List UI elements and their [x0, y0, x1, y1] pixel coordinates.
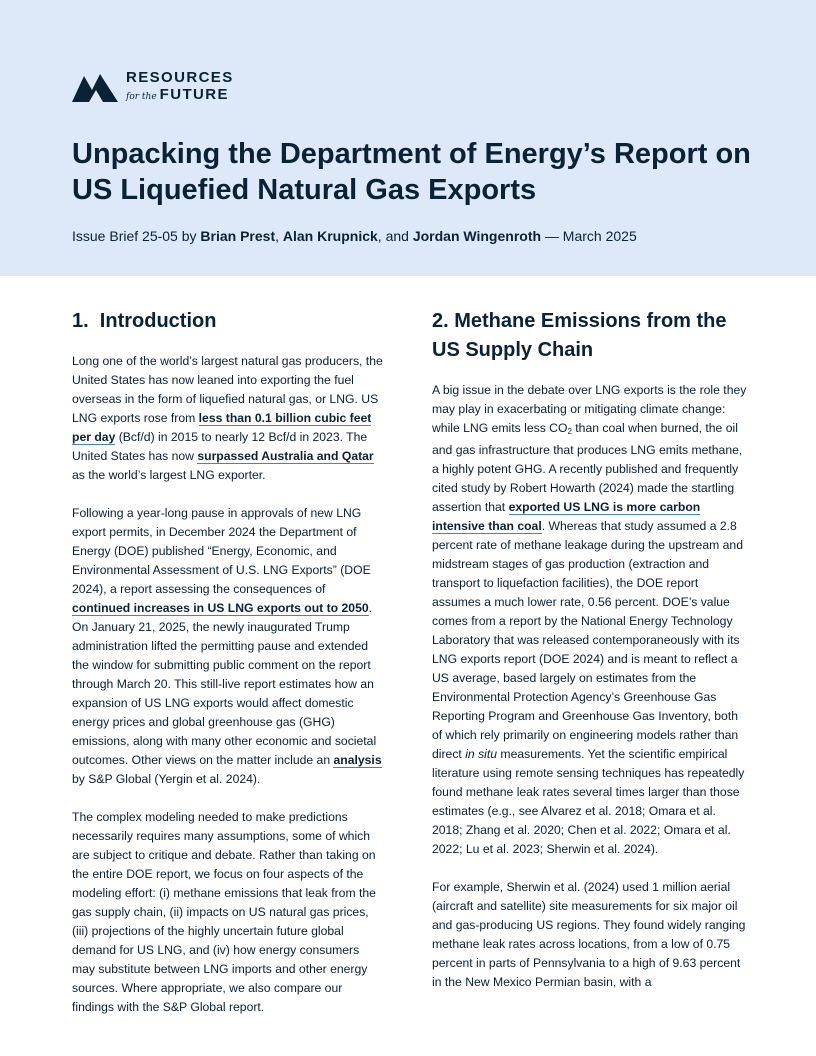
in-situ-emphasis: in situ	[465, 747, 498, 761]
link-continued-increases[interactable]: continued increases in US LNG exports out to 2050	[72, 601, 369, 615]
byline-sep-1: ,	[275, 228, 283, 244]
logo-line2-main: FUTURE	[159, 86, 229, 103]
text-run: by S&P Global (Yergin et al. 2024).	[72, 772, 261, 786]
author-2: Alan Krupnick	[282, 228, 378, 244]
byline-prefix: Issue Brief 25-05 by	[72, 228, 201, 244]
text-run: than coal when burned, the oil and gas infrastructure that produces LNG emits methane, a highly potent GHG. A recently published and frequently cited study by Robert Howarth (2024) made the startling assertion that	[432, 421, 743, 514]
section-2-paragraph-2: For example, Sherwin et al. (2024) used 1 million aerial (aircraft and satellite) site measurements for six major oil and gas-producing US regions. They found widely ranging methane leak rates across locations, from a low of 0.75 percent in parts of Pennsylvania to a high of 9.63 percent in the New Mexico Permian basin, with a	[432, 880, 746, 989]
author-1: Brian Prest	[200, 228, 276, 244]
byline-sep-2: , and	[377, 228, 413, 244]
text-run: A big issue in the debate over LNG exports is the role they may play in exacerbating or mitigating climate change: while LNG emits less CO	[432, 383, 747, 435]
section-2-paragraph-1	[432, 381, 748, 859]
page-title: Unpacking the Department of Energy’s Report on US Liquefied Natural Gas Exports	[72, 138, 751, 206]
text-run: . On January 21, 2025, the newly inaugurated Trump administration lifted the permitting pause and extended the window for submitting public comment on the report through March 20. This still-live report estimates how an expansion of US LNG exports would affect domestic energy prices and global greenhouse gas (GHG) emissions, along with many other economic and societal outcomes. Other views on the matter include an	[72, 601, 377, 767]
author-3: Jordan Wingenroth	[412, 228, 542, 244]
text-run: . Whereas that study assumed a 2.8 percent rate of methane leakage during the upstream and midstream stages of gas production (extraction and transport to liquefaction facilities), the DOE report assumes a much lower rate, 0.56 percent. DOE’s value comes from a report by the National Energy Technology Laboratory that was released contemporaneously with its LNG exports report (DOE 2024) and is meant to reflect a US average, based largely on estimates from the Environmental Protection Agency’s Greenhouse Gas Reporting Program and Greenhouse Gas Inventory, both of which rely primarily on engineering models rather than direct	[432, 519, 743, 761]
link-lng-exports-2015[interactable]: less than 0.1 billion cubic feet per day	[72, 411, 372, 444]
section-2-heading: 2. Methane Emissions from the US Supply Chain	[432, 310, 727, 361]
link-exported-lng-carbon-intensive[interactable]: exported US LNG is more carbon intensive than coal	[432, 500, 701, 533]
logo-wordmark	[126, 70, 234, 105]
section-1-paragraph-1	[72, 352, 384, 485]
section-1-paragraph-3: The complex modeling needed to make predictions necessarily requires many assumptions, some of which are subject to critique and debate. Rather than taking on the entire DOE report, we focus on four aspects of the modeling effort: (i) methane emissions that leak from the gas supply chain, (ii) impacts on US natural gas prices, (iii) projections of the highly uncertain future global demand for US LNG, and (iv) how energy consumers may substitute between LNG imports and other energy sources. Where appropriate, we also compare our findings with the S&P Global report.	[72, 810, 376, 1014]
logo-line1: RESOURCES	[126, 69, 234, 86]
co2-subscript: 2	[567, 427, 572, 436]
text-run: measurements. Yet the scientific empirical literature using remote sensing techniques has repeatedly found methane leak rates several times larger than those estimates (e.g., see Alvarez et al. 2018; Omara et al. 2018; Zhang et al. 2020; Chen et al. 2022; Omara et al. 2022; Lu et al. 2023; Sherwin et al. 2024).	[432, 747, 745, 856]
text-run: Following a year-long pause in approvals of new LNG export permits, in December 2024 the Department of Energy (DOE) published “Energy, Economic, and Environmental Assessment of U.S. LNG Exports” (DOE 2024), a report assessing the consequences of	[72, 506, 371, 596]
section-1-paragraph-2	[72, 504, 384, 789]
byline	[72, 227, 637, 246]
right-column	[432, 307, 748, 1011]
header-banner	[0, 0, 816, 276]
logo-line2	[126, 87, 234, 105]
link-surpassed-australia-qatar[interactable]: surpassed Australia and Qatar	[197, 449, 374, 463]
text-run: Long one of the world’s largest natural gas producers, the United States has now leaned into exporting the fuel overseas in the form of liquefied natural gas, or LNG. US LNG exports rose from	[72, 354, 383, 425]
logo-line2-small: for the	[126, 92, 157, 102]
text-run: (Bcf/d) in 2015 to nearly 12 Bcf/d in 2023. The United States has now	[72, 430, 368, 463]
byline-suffix: — March 2025	[541, 228, 637, 244]
section-1-heading: 1. Introduction	[72, 310, 217, 332]
link-analysis[interactable]: analysis	[333, 753, 382, 767]
mountain-icon	[72, 72, 118, 102]
left-column	[72, 307, 384, 1036]
text-run: as the world’s largest LNG exporter.	[72, 468, 266, 482]
